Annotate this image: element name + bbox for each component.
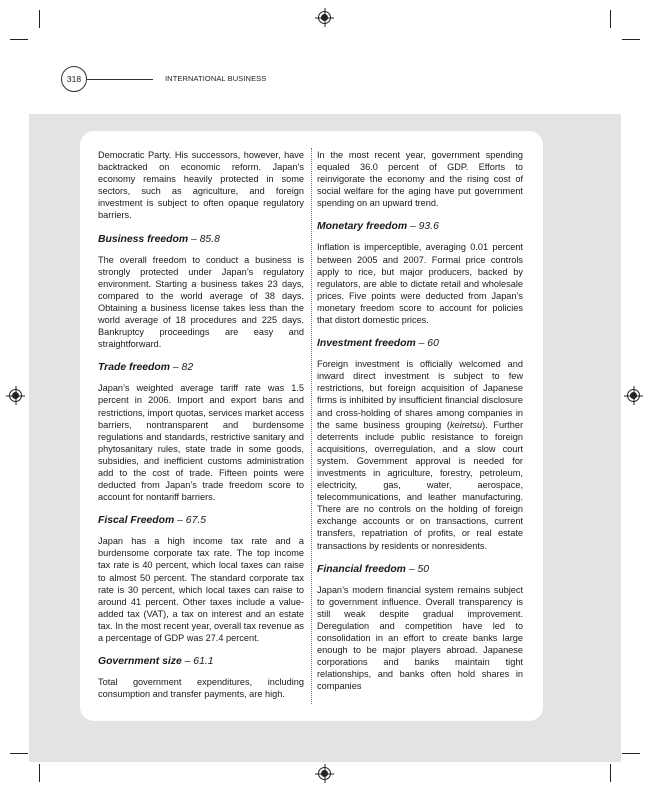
crop-mark <box>10 753 28 754</box>
section-heading-financial-freedom: Financial freedom – 50 <box>317 563 430 575</box>
right-column <box>317 149 523 692</box>
section-heading-business-freedom: Business freedom – 85.8 <box>98 233 220 245</box>
registration-mark-icon <box>318 767 331 780</box>
section-body-investment-freedom: Foreign investment is officially welcomed and inward direct investment is subject to few restrictions, but foreign acquisition of Japanese firms is inhibited by insufficient financial disclosure and cross-holding of shares among companies in the same business grouping (keiretsu). Further deterrents include public resistance to foreign acquisitions, overregulation, and a slow court system. Government approval is needed for investments in agriculture, forestry, petroleum, electricity, gas, water, aerospace, telecommunications, and leather manufacturing. There are no controls on the holding of foreign exchange accounts or on transactions, current transfers, repatriation of profits, or real estate transactions by residents or nonresidents. <box>317 359 524 551</box>
crop-mark <box>39 10 40 28</box>
section-body-government-size: Total government expenditures, including consumption and transfer payments, are high. <box>98 677 304 700</box>
section-body-fiscal-freedom: Japan has a high income tax rate and a burdensome corporate tax rate. The top income tax rate is 40 percent, which local taxes can raise to almost 50 percent. The standard corporate tax rate is 30 percent, which local taxes can raise to around 41 percent. Other taxes include a value-added tax (VAT), a tax on interest and an estate tax. In the most recent year, overall tax revenue as a percentage of GDP was 27.4 percent. <box>98 536 304 643</box>
crop-mark <box>622 39 640 40</box>
right-intro-paragraph: In the most recent year, government spending equaled 36.0 percent of GDP. Efforts to reinvigorate the economy and the rising cost of social welfare for the aging have put government spending on an upward trend. <box>317 150 523 209</box>
crop-mark <box>10 39 28 40</box>
running-head: INTERNATIONAL BUSINESS <box>165 74 267 83</box>
crop-mark <box>610 10 611 28</box>
left-column <box>98 149 304 700</box>
section-heading-fiscal-freedom: Fiscal Freedom – 67.5 <box>98 515 207 527</box>
crop-mark <box>622 753 640 754</box>
crop-mark <box>610 764 611 782</box>
section-body-trade-freedom: Japan’s weighted average tariff rate was 1.5 percent in 2006. Import and export bans and restrictions, import quotas, services market access barriers, nontransparent and burdensome regulations and standards, restrictive sanitary and phytosanitary rules, state trade in some goods, subsidies, and inefficient customs administration add to the cost of trade. Fifteen points were deducted from Japan’s trade freedom score to account for nontariff barriers. <box>98 383 304 503</box>
crop-mark <box>39 764 40 782</box>
section-body-monetary-freedom: Inflation is imperceptible, averaging 0.01 percent between 2005 and 2007. Formal price controls apply to rice, but major producers, backed by regulators, are able to dictate retail and wholesale prices. Five points were deducted from Japan’s monetary freedom score to account for policies that distort domestic prices. <box>317 242 523 326</box>
page-number: 318 <box>61 66 87 92</box>
header-rule <box>87 79 153 80</box>
section-heading-trade-freedom: Trade freedom – 82 <box>98 362 194 374</box>
section-body-business-freedom: The overall freedom to conduct a business is strongly protected under Japan’s regulatory environment. Starting a business takes 23 days, compared to the world average of 38 days. Obtaining a business license takes less than the world average of 18 procedures and 225 days. Bankruptcy proceedings are easy and straightforward. <box>98 254 304 350</box>
registration-mark-icon <box>318 11 331 24</box>
section-body-financial-freedom: Japan’s modern financial system remains subject to government influence. Overall transparency is still weak despite gradual improvement. Deregulation and competition have led to consolidation in an effort to create banks large enough to be major players abroad. Japanese corporations and banks maintain tight relationships, and banks often hold shares in companies <box>317 584 523 692</box>
column-divider <box>311 148 312 704</box>
registration-mark-icon <box>9 389 22 402</box>
registration-mark-icon <box>627 389 640 402</box>
left-intro-paragraph: Democratic Party. His successors, however, have backtracked on economic reform. Japan’s economy remains heavily protected in some sectors, such as agriculture, and foreign investment is subject to often opaque regulatory barriers. <box>98 150 304 221</box>
section-heading-investment-freedom: Investment freedom – 60 <box>317 338 439 350</box>
section-heading-monetary-freedom: Monetary freedom – 93.6 <box>317 221 439 233</box>
section-heading-government-size: Government size – 61.1 <box>98 656 214 668</box>
